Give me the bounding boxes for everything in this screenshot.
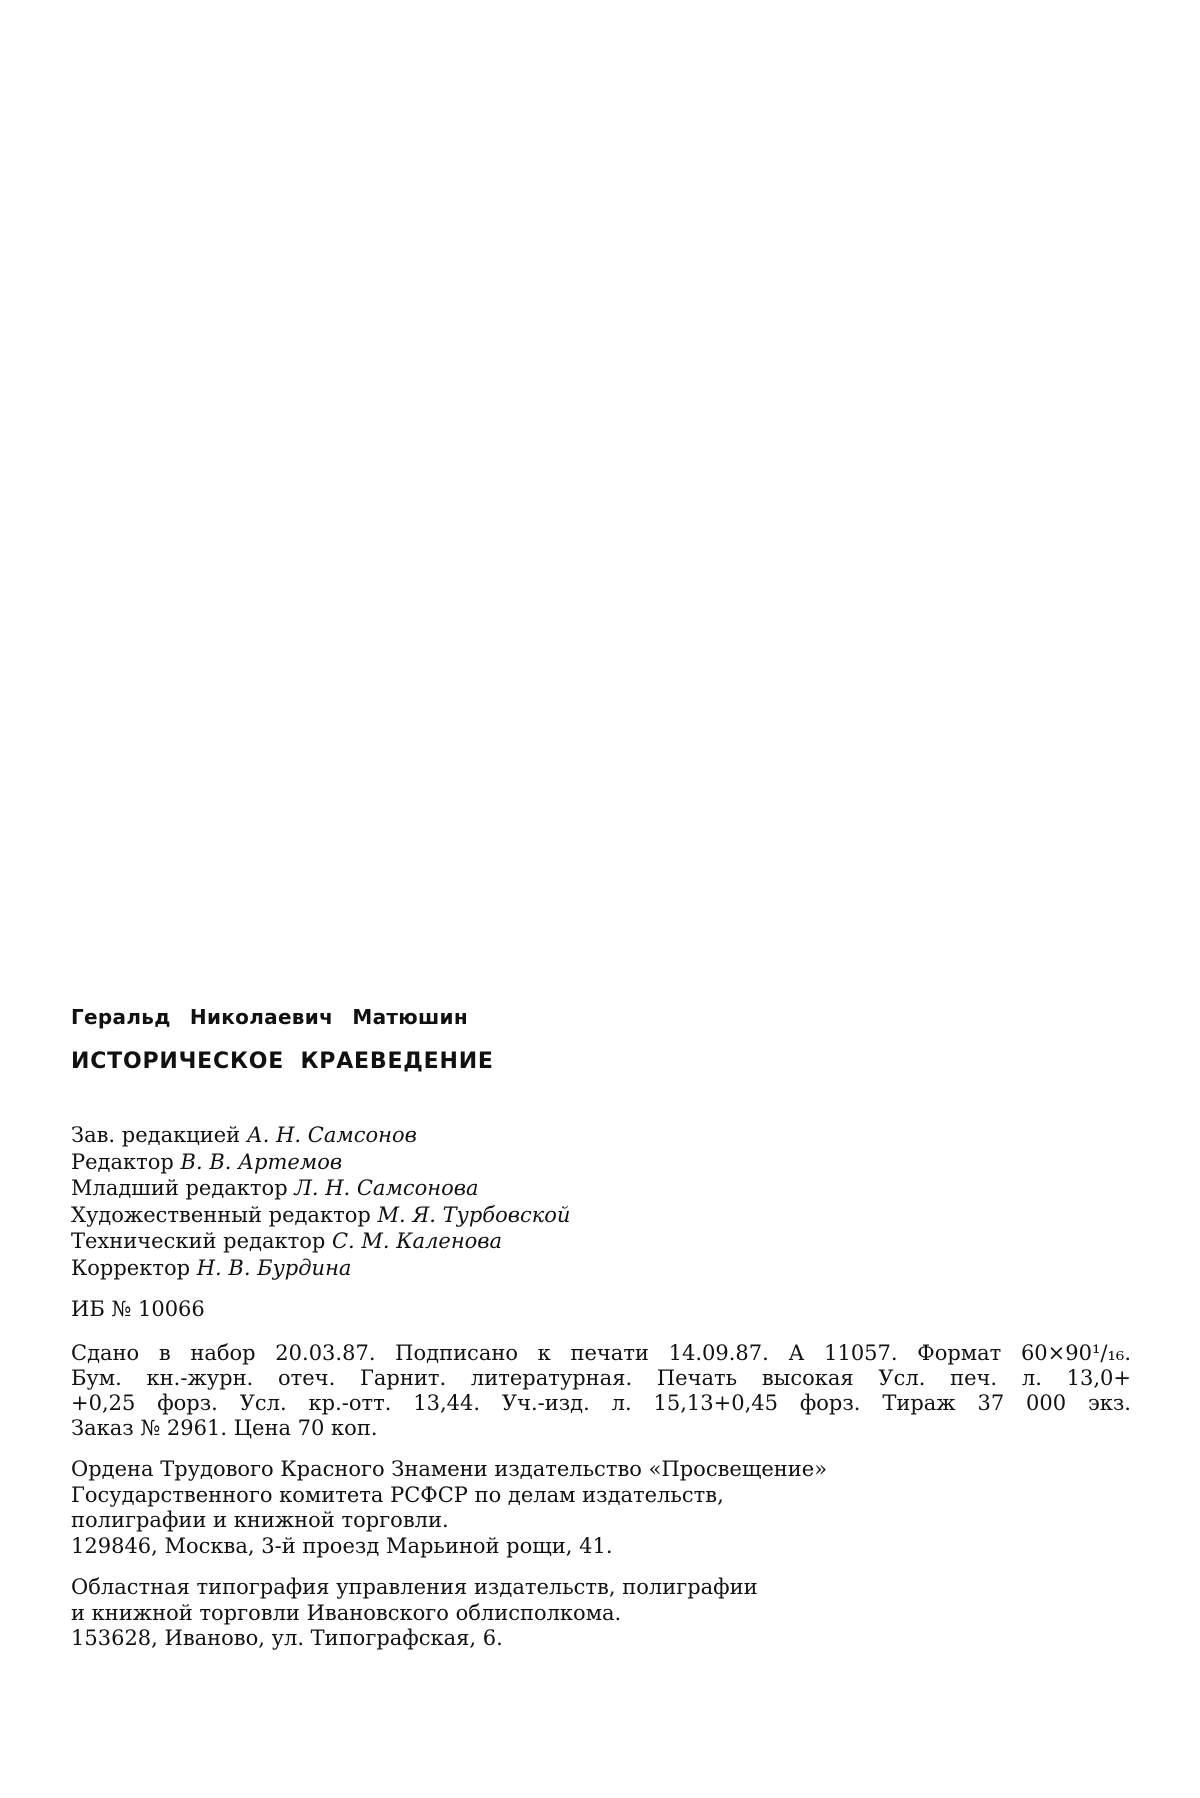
credit-person: Н. В. Бурдина bbox=[196, 1255, 352, 1280]
print-specs bbox=[71, 1341, 1131, 1441]
credit-role: Редактор bbox=[71, 1149, 174, 1174]
author-name: Геральд Николаевич Матюшин bbox=[71, 1005, 468, 1029]
publisher-line: полиграфии и книжной торговли. bbox=[71, 1508, 449, 1532]
credit-role: Младший редактор bbox=[71, 1176, 288, 1200]
ib-number: ИБ № 10066 bbox=[71, 1297, 205, 1321]
publisher-address: 129846, Москва, 3-й проезд Марьиной рощи, 41. bbox=[71, 1533, 613, 1558]
credit-line bbox=[71, 1122, 1131, 1149]
publisher-info bbox=[71, 1457, 1131, 1559]
printer-line: Областная типография управления издательств, полиграфии bbox=[71, 1575, 758, 1599]
credit-role: Корректор bbox=[71, 1255, 191, 1280]
credit-role: Художественный редактор bbox=[71, 1202, 371, 1227]
credit-person: М. Я. Турбовской bbox=[377, 1202, 571, 1227]
printer-info bbox=[71, 1575, 1131, 1652]
printer-address: 153628, Иваново, ул. Типографская, 6. bbox=[71, 1626, 503, 1650]
printer-line: и книжной торговли Ивановского облисполкома. bbox=[71, 1600, 622, 1625]
imprint-block bbox=[71, 1004, 1131, 1652]
specs-line: +0,25 форз. Усл. кр.-отт. 13,44. Уч.-изд. л. 15,13+0,45 форз. Тираж 37 000 экз. bbox=[71, 1391, 1131, 1415]
credit-line bbox=[71, 1228, 1131, 1255]
credit-line bbox=[71, 1149, 1131, 1176]
credit-person: Л. Н. Самсонова bbox=[294, 1176, 479, 1200]
publisher-line: Государственного комитета РСФСР по делам издательств, bbox=[71, 1482, 724, 1507]
book-title: ИСТОРИЧЕСКОЕ КРАЕВЕДЕНИЕ bbox=[71, 1049, 494, 1074]
specs-line: Заказ № 2961. Цена 70 коп. bbox=[71, 1416, 378, 1440]
editorial-credits bbox=[71, 1122, 1131, 1281]
credit-person: С. М. Каленова bbox=[331, 1229, 503, 1253]
credit-role: Технический редактор bbox=[71, 1229, 326, 1253]
specs-line: Бум. кн.-журн. отеч. Гарнит. литературная. Печать высокая Усл. печ. л. 13,0+ bbox=[71, 1366, 1131, 1390]
specs-line: Сдано в набор 20.03.87. Подписано к печати 14.09.87. А 11057. Формат 60×90¹/₁₆. bbox=[71, 1341, 1131, 1365]
credit-line bbox=[71, 1202, 1131, 1229]
credit-person: В. В. Артемов bbox=[180, 1149, 343, 1174]
credit-person: А. Н. Самсонов bbox=[246, 1123, 417, 1147]
credit-role: Зав. редакцией bbox=[71, 1123, 241, 1147]
credit-line bbox=[71, 1255, 1131, 1282]
credit-line bbox=[71, 1175, 1131, 1202]
publisher-line: Ордена Трудового Красного Знамени издательство «Просвещение» bbox=[71, 1457, 828, 1481]
